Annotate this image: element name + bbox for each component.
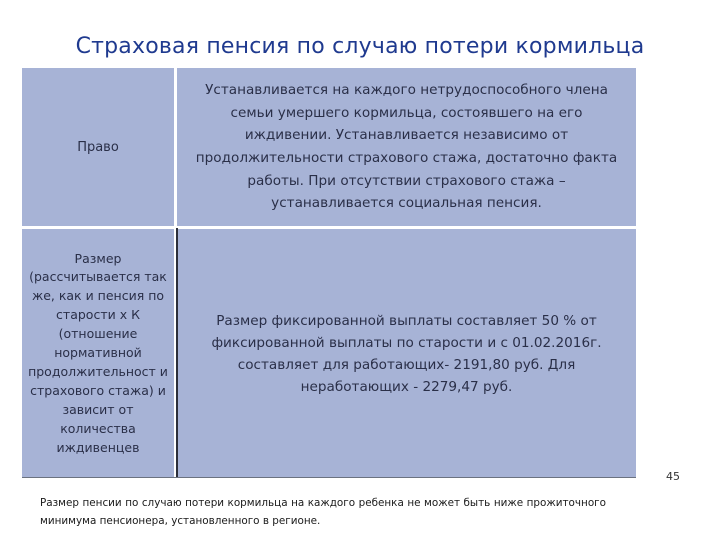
table-bottom-rule bbox=[22, 477, 636, 478]
column-divider bbox=[176, 228, 178, 478]
row-size-label: Размер (рассчитывается так же, как и пенсия по старости х К (отношение нормативной продолжительност и страхового стажа) и зависит от количества иждивенцев bbox=[22, 229, 174, 478]
pension-table bbox=[22, 68, 636, 478]
page-title: Страховая пенсия по случаю потери кормильца bbox=[75, 34, 645, 59]
page-number: 45 bbox=[666, 470, 680, 483]
row-size-content: Размер фиксированной выплаты составляет 50 % от фиксированной выплаты по старости и с 01.02.2016г. составляет для работающих- 2191,80 руб. Для неработающих - 2279,47 руб. bbox=[177, 229, 636, 478]
row-right-content: Устанавливается на каждого нетрудоспособного члена семьи умершего кормильца, состоявшего на его иждивении. Устанавливается независимо от продолжительности страхового стажа, достаточно факта работы. При отсутствии страхового стажа – устанавливается социальная пенсия. bbox=[177, 68, 636, 226]
footnote: Размер пенсии по случаю потери кормильца на каждого ребенка не может быть ниже прожиточного минимума пенсионера, установленного в регионе. bbox=[40, 497, 606, 527]
row-right-label: Право bbox=[22, 68, 174, 226]
